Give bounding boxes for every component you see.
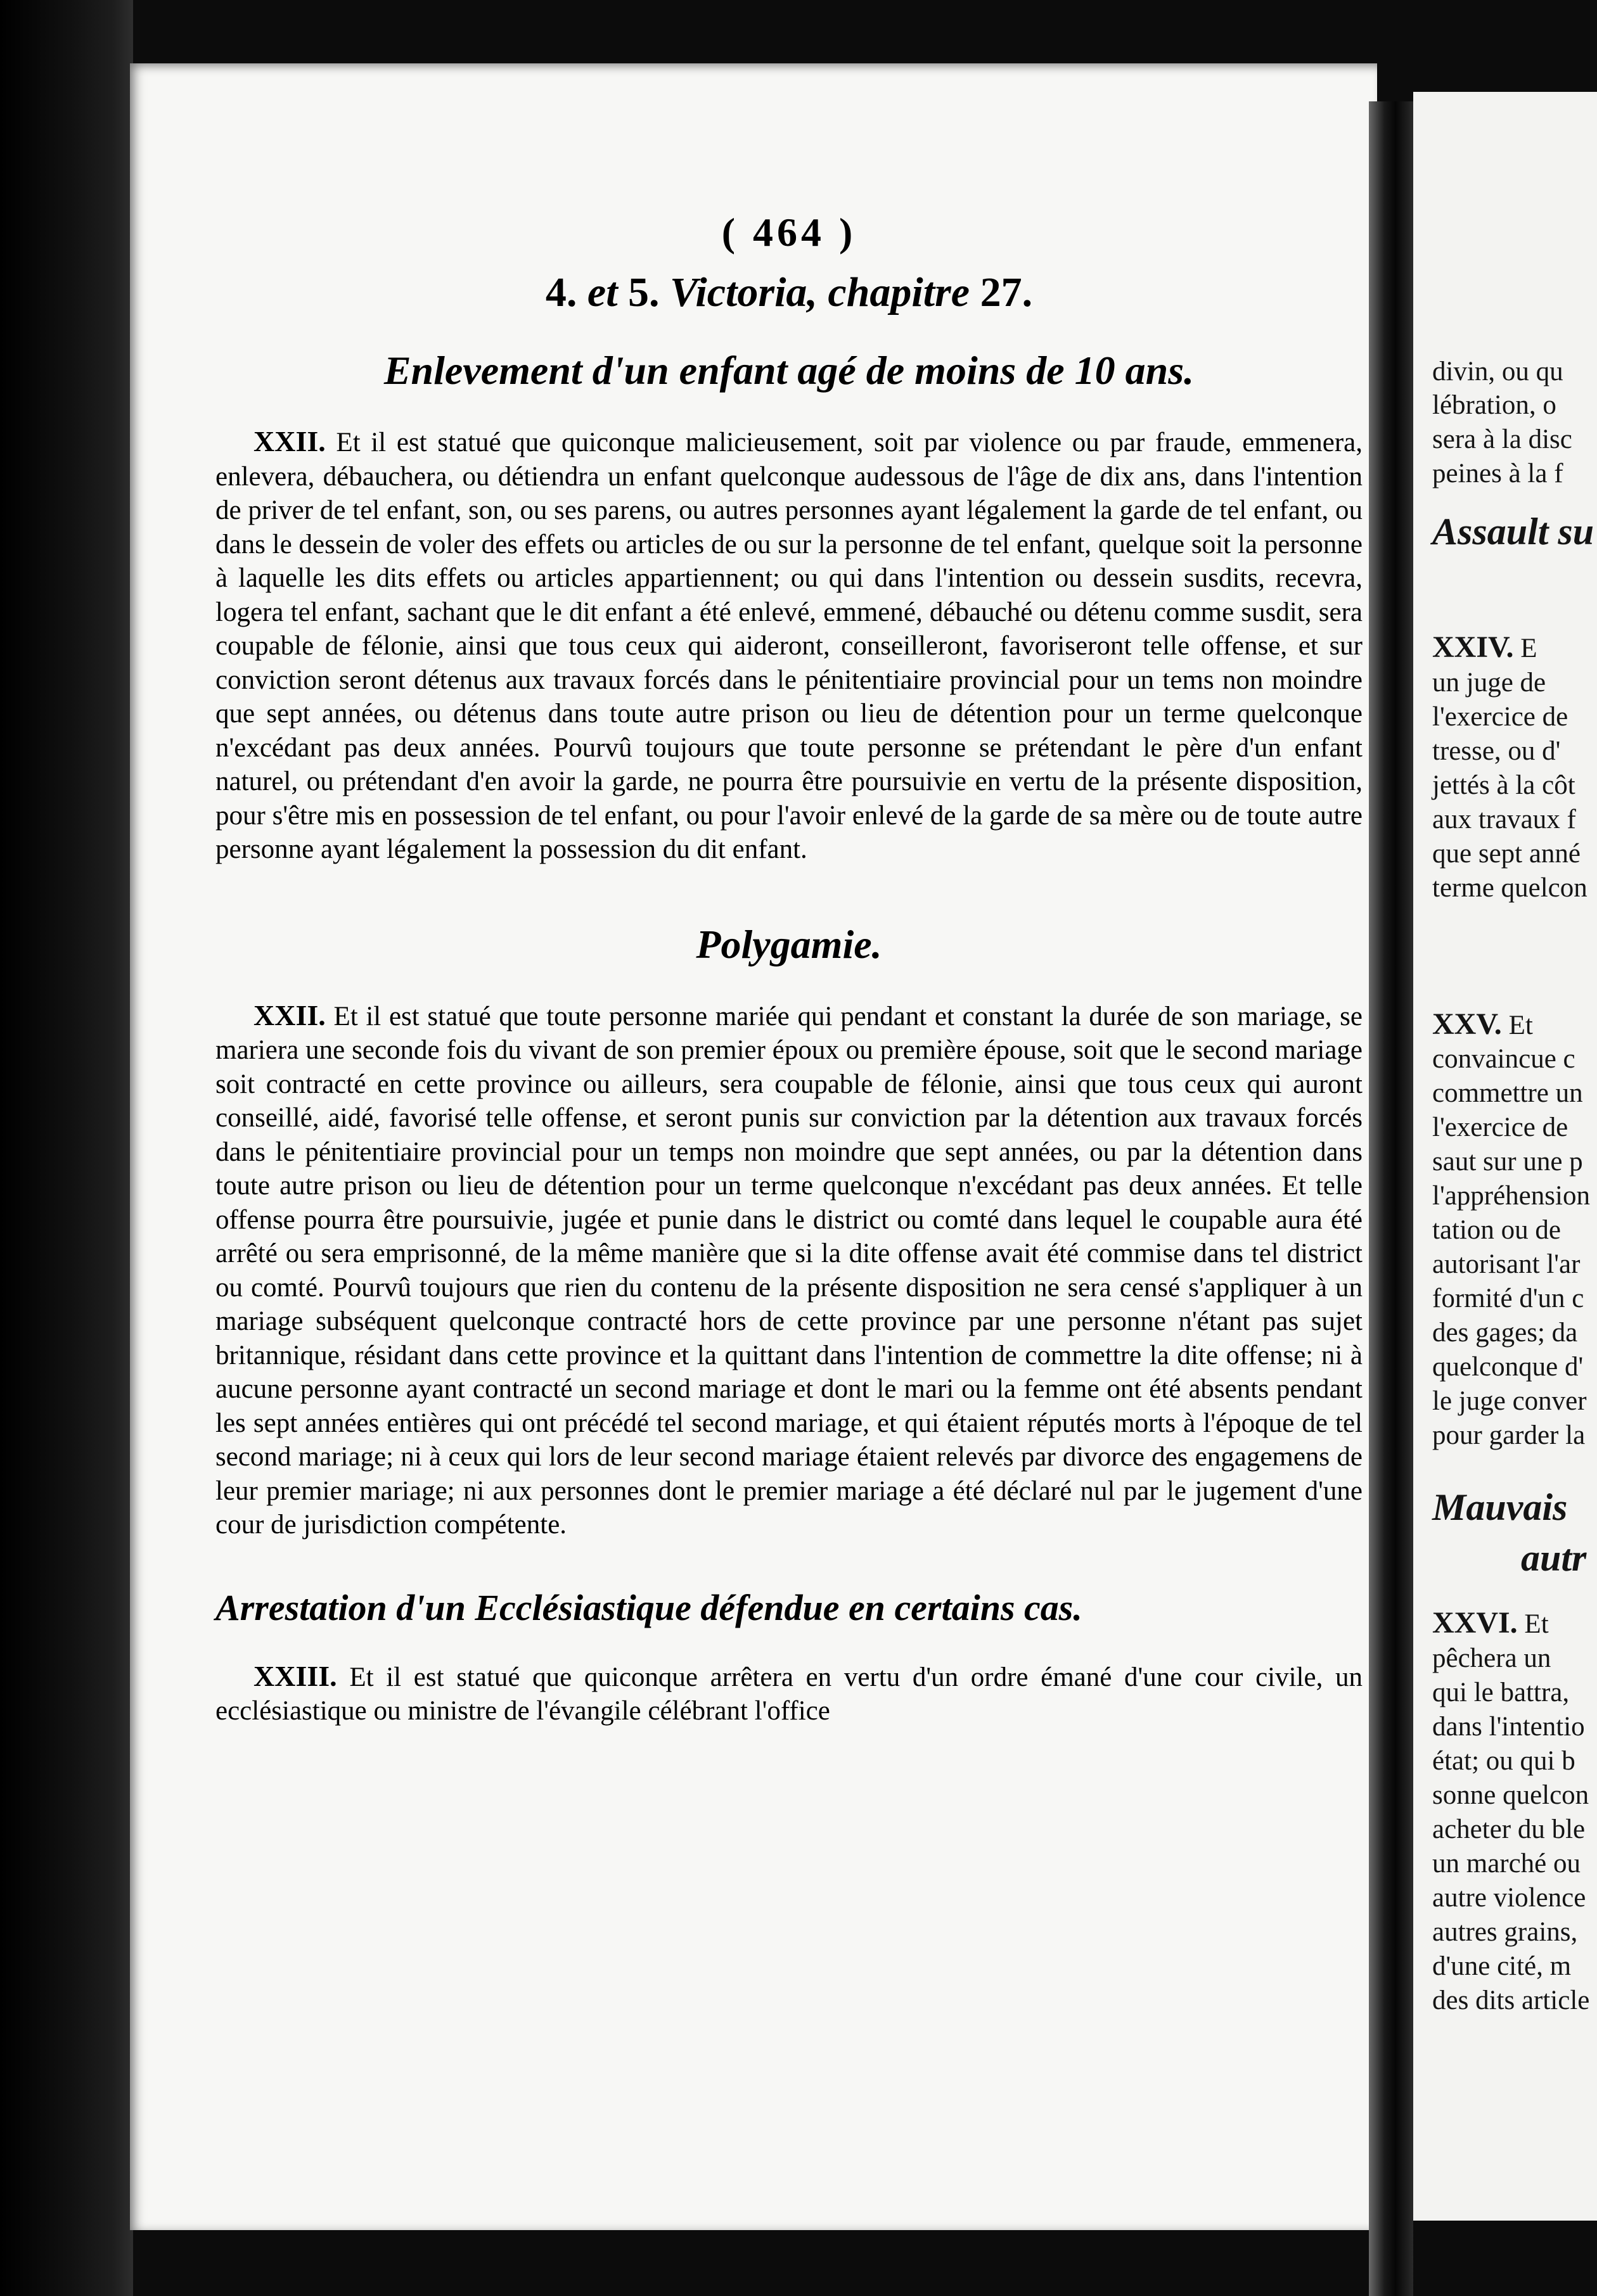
next-page-fragment	[1413, 92, 1597, 2221]
next-page-line: pêchera un	[1432, 1643, 1551, 1673]
next-page-heading: autr	[1521, 1537, 1587, 1579]
next-page-line: d'une cité, m	[1432, 1951, 1572, 1981]
act-title-post: 5.	[628, 269, 660, 316]
next-page-line: sera à la disc	[1432, 424, 1572, 454]
section-text: Et il est statué que quiconque malicieusement, soit par violence ou par fraude, emmenera, enlevera, débauchera, ou détiendra un enfant quelconque audessous de l'âge de dix ans, dans l'intention de priver de tel enfant, son, ou ses parens, ou autres personnes ayant légalement la garde de tel enfant, ou dans le dessein de voler des effets ou articles de ou sur la personne de tel enfant, quelque soit la personne à laquelle les dits effets ou articles appartiennent; ou qui dans l'intention ou dessein susdits, recevra, logera tel enfant, sachant que le dit enfant a été enlevé, emmené, débauché ou détenu comme susdit, sera coupable de félonie, ainsi que tous ceux qui aideront, conseilleront, favoriseront telle offense, et sur conviction seront détenus aux travaux forcés dans le pénitentiaire provincial pour un tems non moindre que sept années, ou détenus dans toute autre prison ou lieu de détention pour un terme quelconque n'excédant pas deux années. Pourvû toujours que toute personne se prétendant le père d'un enfant naturel, ou prétendant d'en avoir la garde, ne pourra être poursuivie en vertu de la présente disposition, pour s'être mis en possession de tel enfant, ou pour l'avoir enlevé de la garde de sa mère ou de toute autre personne ayant légalement la possession du dit enfant.	[215, 428, 1363, 864]
scan-left-border	[0, 0, 133, 2296]
next-page-section-number: XXV.	[1432, 1007, 1502, 1041]
book-gutter	[1369, 101, 1413, 2296]
next-page-line: l'appréhension	[1432, 1181, 1590, 1211]
section-number: XXII.	[253, 998, 326, 1031]
next-page-line: l'exercice de	[1432, 1113, 1568, 1142]
section-heading-polygamie: Polygamie.	[696, 921, 882, 967]
next-page-line: lébration, o	[1432, 390, 1556, 420]
act-title-pre: 4.	[545, 269, 577, 316]
next-page-line: commettre un	[1432, 1078, 1583, 1108]
act-title-name: Victoria, chapitre	[670, 269, 970, 316]
next-page-line: dans l'intentio	[1432, 1712, 1585, 1742]
next-page-line: que sept anné	[1432, 839, 1581, 869]
next-page-line: divin, ou qu	[1432, 357, 1563, 386]
next-page-section-number: XXVI.	[1432, 1606, 1518, 1640]
next-page-section-start: Et	[1508, 1011, 1533, 1040]
next-page-line: le juge conver	[1432, 1386, 1587, 1416]
next-page-line: acheter du ble	[1432, 1814, 1586, 1844]
next-page-line: un juge de	[1432, 668, 1546, 698]
section-heading-arrestation: Arrestation d'un Ecclésiastique défendue en certains cas.	[215, 1586, 1082, 1628]
next-page-section-start: E	[1520, 634, 1537, 663]
next-page-line: qui le battra,	[1432, 1678, 1570, 1707]
section-number: XXII.	[253, 425, 326, 457]
next-page-line: un marché ou	[1432, 1849, 1581, 1878]
next-page-line: formité d'un c	[1432, 1284, 1584, 1313]
next-page-line: des dits article	[1432, 1986, 1590, 2015]
next-page-line: sonne quelcon	[1432, 1780, 1589, 1810]
section-paragraph-xxii-a	[215, 424, 1363, 867]
next-page-line: autres grains,	[1432, 1917, 1578, 1947]
next-page-line: quelconque d'	[1432, 1352, 1584, 1382]
next-page-heading: Mauvais	[1432, 1486, 1568, 1528]
act-title-num: 27.	[980, 269, 1033, 316]
next-page-line: convaincue c	[1432, 1044, 1575, 1074]
next-page-line: autre violence	[1432, 1883, 1586, 1913]
section-text: Et il est statué que quiconque arrêtera en vertu d'un ordre émané d'une cour civile, un ecclésiastique ou ministre de l'évangile célébrant l'office	[215, 1662, 1363, 1726]
page-content	[215, 209, 1363, 1728]
next-page-section-xxiv	[1432, 630, 1537, 666]
next-page-line: tation ou de	[1432, 1215, 1562, 1245]
section-number: XXIII.	[253, 1659, 337, 1692]
act-title	[215, 269, 1363, 317]
page-number: ( 464 )	[721, 210, 857, 255]
next-page-line: saut sur une p	[1432, 1147, 1583, 1177]
act-title-et: et	[587, 269, 618, 316]
section-text: Et il est statué que toute personne mariée qui pendant et constant la durée de son mariage, se mariera une seconde fois du vivant de son premier époux ou première épouse, soit que le second mariage soit contracté en cette province ou ailleurs, sera coupable de félonie, ainsi que tous ceux qui auront conseillé, aidé, favorisé telle offense, et seront punis sur conviction par la détention aux travaux forcés dans le pénitentiaire provincial pour un temps non moindre que sept années, ou par la détention dans toute autre prison ou lieu de détention pour un terme quelconque n'excédant pas deux années. Et telle offense pourra être poursuivie, jugée et punie dans le district ou comté dans lequel le coupable aura été arrêté ou sera emprisonné, de la même manière que si la dite offense avait été commise dans tel district ou comté. Pourvû toujours que rien du contenu de la présente disposition ne sera censé s'appliquer à un mariage subséquent quelconque contracté hors de cette province par une personne n'étant pas sujet britannique, résidant dans cette province et la quittant dans l'intention de commettre la dite offense; ni à aucune personne ayant contracté un second mariage et dont le mari ou la femme ont été absents pendant les sept années entières qui ont précédé tel second mariage, et qui étaient réputés morts à l'époque de tel second mariage; ni à ceux qui lors de leur second mariage étaient relevés par divorce des engagemens de leur premier mariage; ni aux personnes dont le premier mariage a été déclaré nul par le jugement d'une cour de jurisdiction compétente.	[215, 1001, 1363, 1540]
next-page-line: tresse, ou d'	[1432, 736, 1561, 766]
next-page-line: l'exercice de	[1432, 702, 1568, 732]
next-page-heading: Assault su	[1432, 511, 1594, 552]
next-page-section-xxv	[1432, 1007, 1533, 1043]
next-page-line: aux travaux f	[1432, 805, 1576, 834]
section-paragraph-xxiii	[215, 1659, 1363, 1728]
next-page-line: état; ou qui b	[1432, 1746, 1575, 1776]
next-page-line: jettés à la côt	[1432, 770, 1575, 800]
next-page-line: des gages; da	[1432, 1318, 1578, 1348]
next-page-line: peines à la f	[1432, 459, 1563, 488]
section-paragraph-xxii-b	[215, 998, 1363, 1542]
next-page-line: autorisant l'ar	[1432, 1249, 1581, 1279]
next-page-section-start: Et	[1524, 1609, 1549, 1639]
next-page-section-number: XXIV.	[1432, 630, 1514, 664]
next-page-line: pour garder la	[1432, 1420, 1586, 1450]
section-heading-enlevement: Enlevement d'un enfant agé de moins de 10 ans.	[383, 348, 1195, 393]
next-page-section-xxvi	[1432, 1606, 1549, 1642]
next-page-line: terme quelcon	[1432, 873, 1587, 903]
